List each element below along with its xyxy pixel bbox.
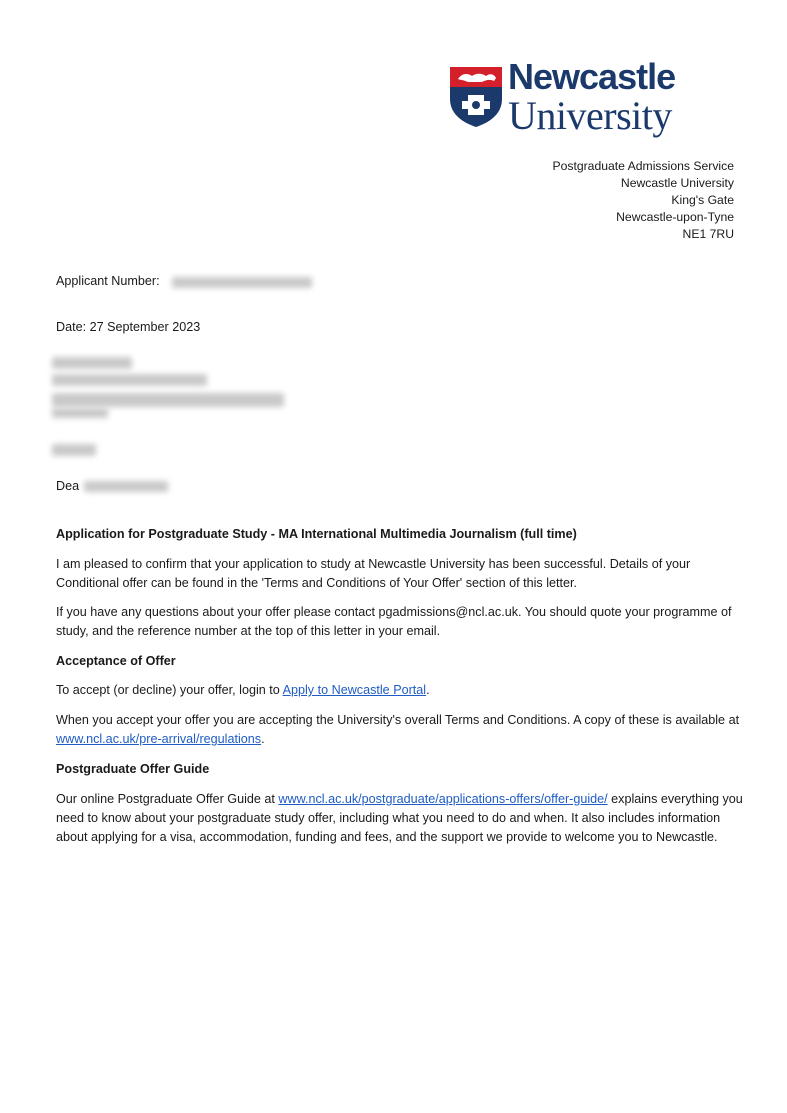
redacted-recipient-country [52, 444, 96, 456]
address-line: King's Gate [671, 193, 734, 207]
paragraph-accept-offer [56, 681, 746, 700]
redacted-recipient-name [52, 357, 132, 369]
applicant-number-label: Applicant Number: [56, 274, 160, 288]
sender-address [552, 158, 734, 243]
address-line: Postgraduate Admissions Service [552, 159, 734, 173]
letter-subject: Application for Postgraduate Study - MA International Multimedia Journalism (full time) [56, 527, 577, 541]
crest-icon [448, 65, 504, 129]
address-line: NE1 7RU [682, 227, 734, 241]
redacted-recipient-address [52, 393, 284, 407]
address-line: Newcastle-upon-Tyne [616, 210, 734, 224]
redacted-applicant-number [172, 277, 312, 288]
text: . [261, 732, 265, 746]
paragraph-terms [56, 711, 746, 749]
redacted-recipient-address [52, 408, 108, 418]
text: To accept (or decline) your offer, login to [56, 683, 283, 697]
paragraph-offer-confirmation: I am pleased to confirm that your application to study at Newcastle University has been successful. Details of your Conditional offer can be found in the 'Terms and Conditions of Your Offer' section of this letter. [56, 557, 691, 590]
paragraph-questions: If you have any questions about your offer please contact pgadmissions@ncl.ac.uk. You should quote your programme of study, and the reference number at the top of this letter in your email. [56, 605, 732, 638]
address-line: Newcastle University [620, 176, 734, 190]
university-logo [448, 56, 708, 138]
guide-heading: Postgraduate Offer Guide [56, 762, 210, 776]
offer-guide-link[interactable]: www.ncl.ac.uk/postgraduate/applications-offers/offer-guide/ [278, 792, 608, 806]
logo-text-university: University [508, 93, 672, 138]
redacted-recipient-name [84, 481, 168, 492]
redacted-recipient-address [52, 374, 207, 386]
text: explains everything you need to know about your postgraduate study offer, including what you need to do and when. It also includes information about applying for a visa, accommodation, funding and fees, and the support we provide to welcome you to Newcastle. [56, 792, 743, 844]
text: When you accept your offer you are accepting the University's overall Terms and Conditions. A copy of these is available at [56, 713, 740, 727]
logo-text-newcastle: Newcastle [508, 56, 676, 97]
acceptance-heading: Acceptance of Offer [56, 654, 176, 668]
salutation: Dea [56, 479, 80, 493]
apply-portal-link[interactable]: Apply to Newcastle Portal [282, 683, 427, 697]
letter-date: Date: 27 September 2023 [56, 320, 201, 334]
text: . [426, 683, 430, 697]
paragraph-offer-guide [56, 790, 746, 847]
text: Our online Postgraduate Offer Guide at [56, 792, 279, 806]
regulations-link[interactable]: www.ncl.ac.uk/pre-arrival/regulations [56, 732, 262, 746]
